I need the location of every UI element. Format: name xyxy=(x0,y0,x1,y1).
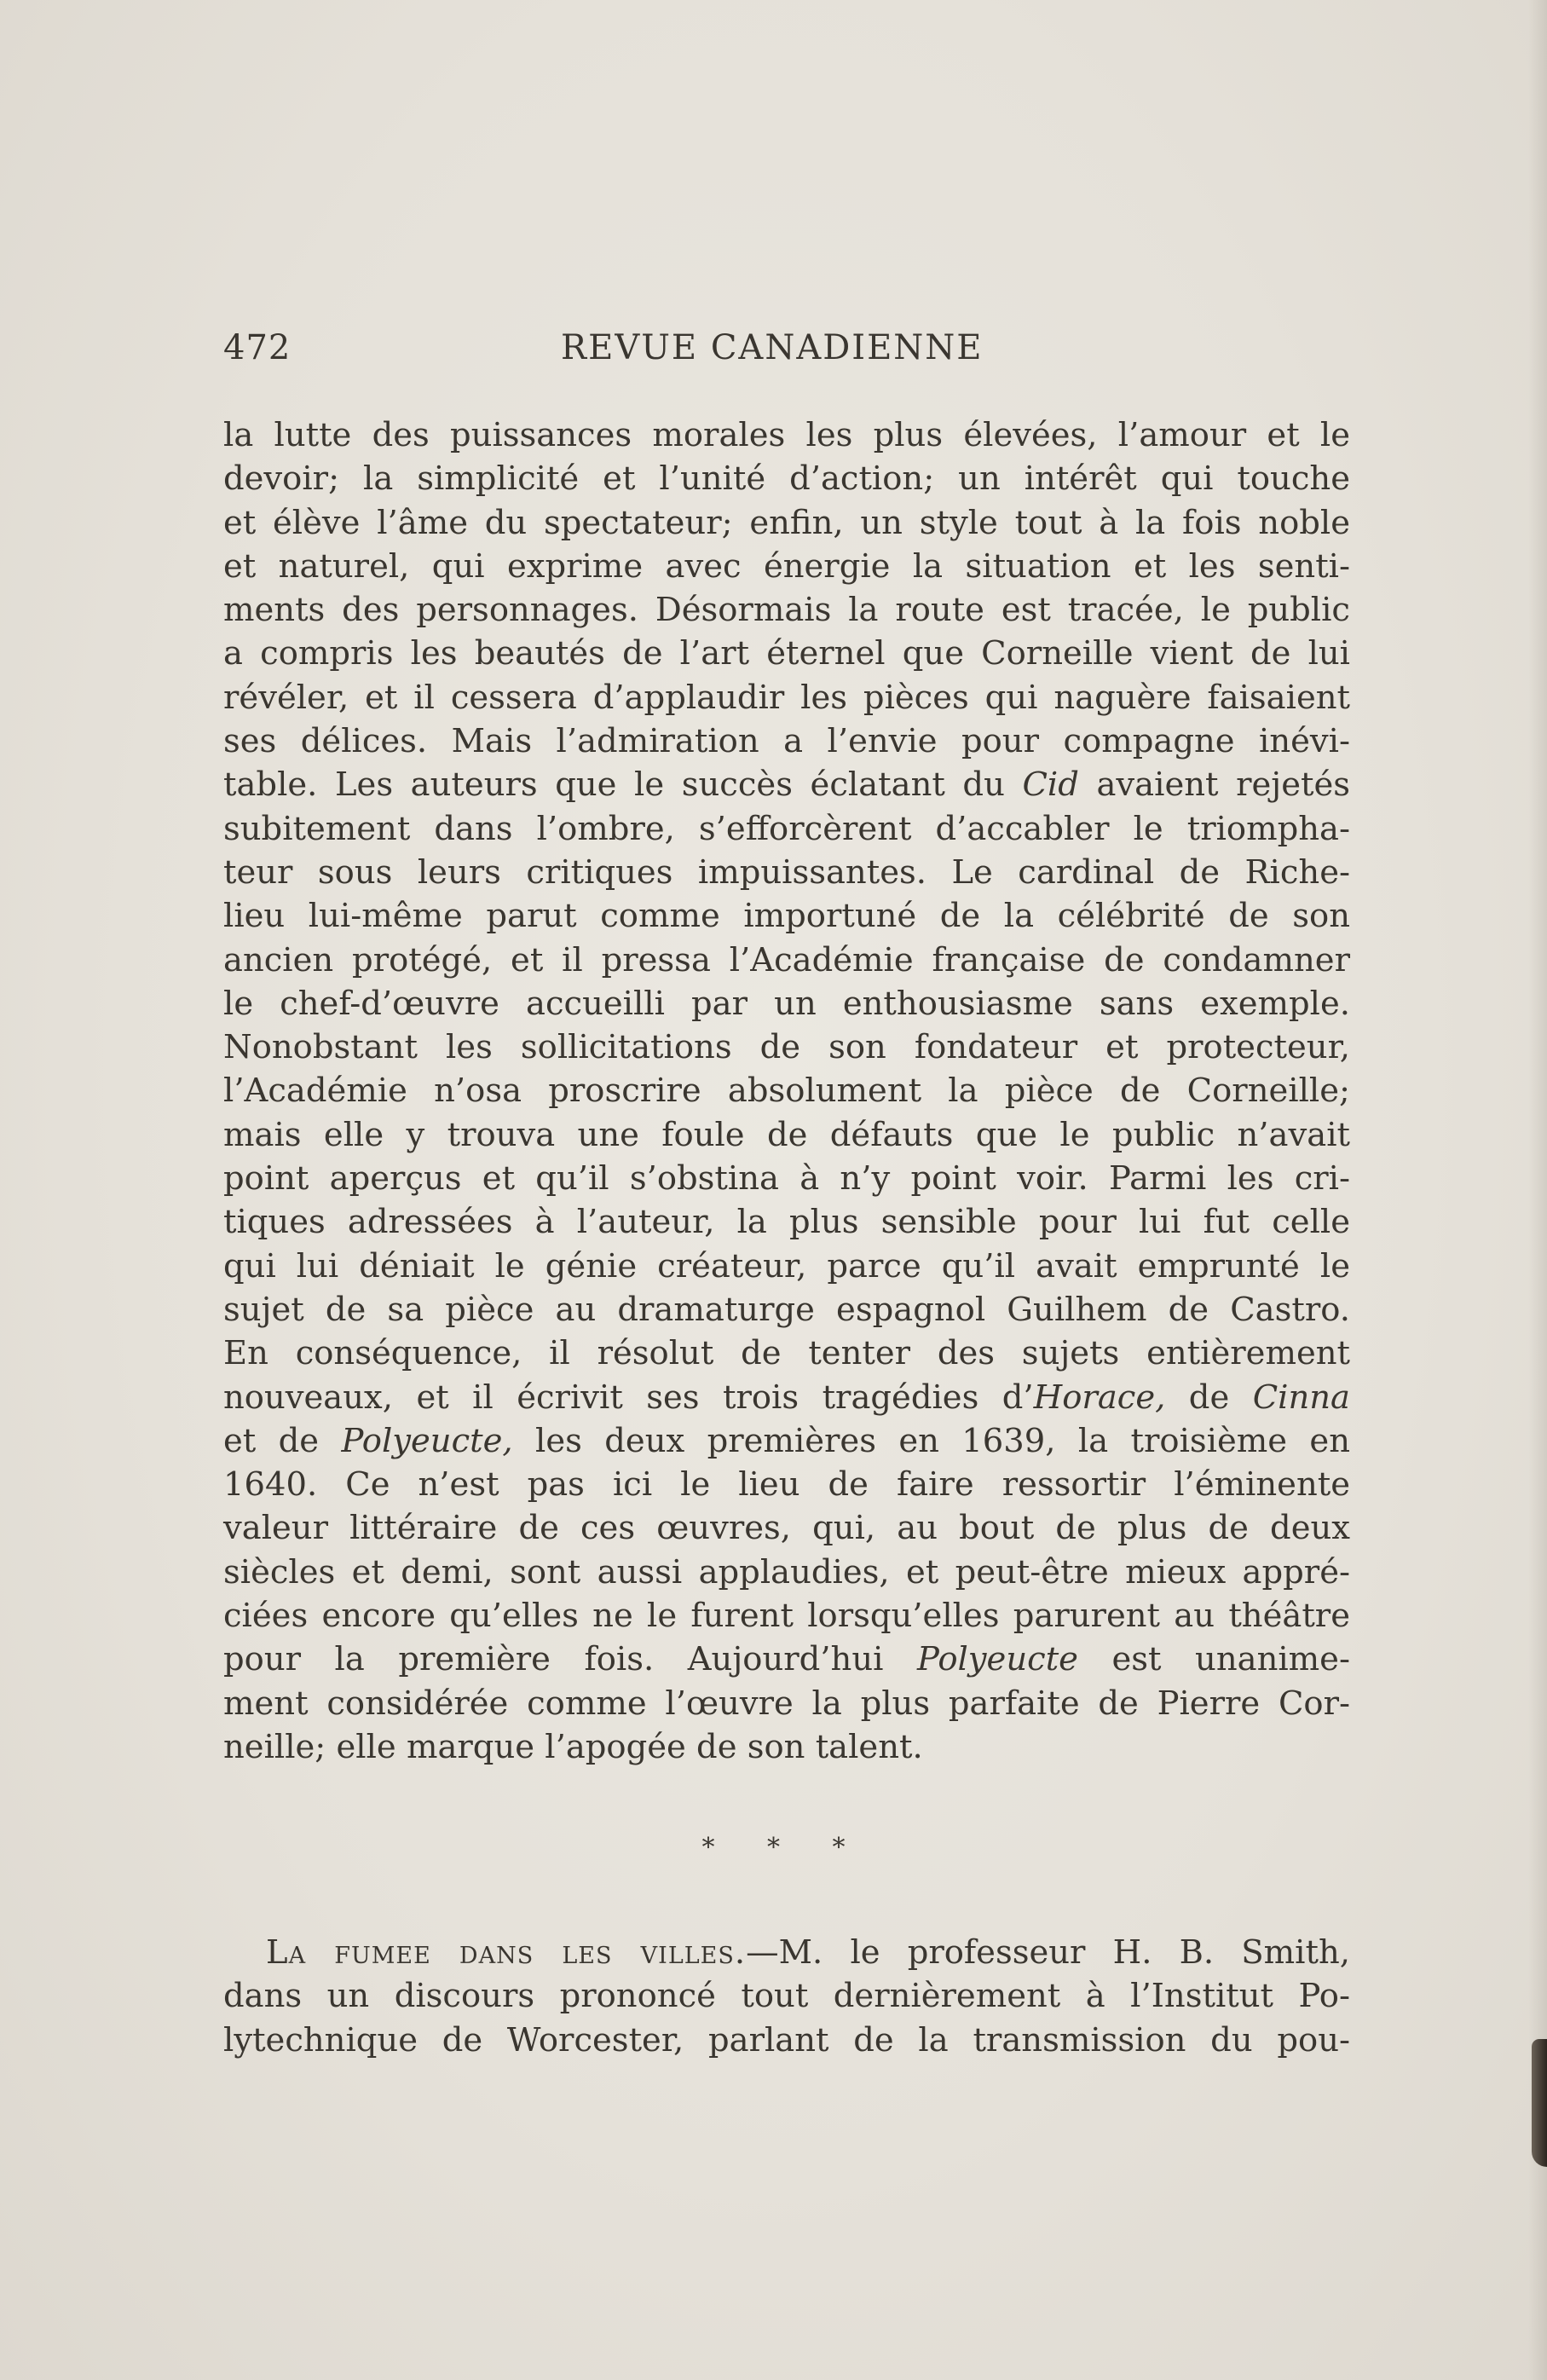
body-line: neille; elle marque l’apogée de son talent. xyxy=(223,1727,923,1766)
body-paragraph xyxy=(223,413,1350,1769)
body-line: lieu lui-même parut comme importuné de la célébrité de son xyxy=(223,897,1350,936)
body-line: ment considérée comme l’œuvre la plus parfaite de Pierre Cor- xyxy=(223,1684,1350,1723)
body-line: l’Académie n’osa proscrire absolument la pièce de Corneille; xyxy=(223,1072,1350,1111)
running-title: REVUE CANADIENNE xyxy=(561,328,984,367)
body-line: révéler, et il cessera d’applaudir les pièces qui naguère faisaient xyxy=(223,678,1350,717)
page-edge-shadow xyxy=(1528,0,1547,2380)
notice-line-3: lytechnique de Worcester, parlant de la transmission du pou- xyxy=(223,2020,1350,2059)
body-line: sujet de sa pièce au dramaturge espagnol Guilhem de Castro. xyxy=(223,1290,1350,1329)
running-header xyxy=(223,322,1350,373)
body-line: subitement dans l’ombre, s’efforcèrent d’accabler le triompha- xyxy=(223,809,1350,848)
body-line: 1640. Ce n’est pas ici le lieu de faire ressortir l’éminente xyxy=(223,1465,1350,1505)
body-line: la lutte des puissances morales les plus élevées, l’amour et le xyxy=(223,416,1350,454)
notice-heading: La fumee dans les villes. xyxy=(266,1933,747,1972)
notice-paragraph xyxy=(223,1931,1350,2062)
section-separator: * * * xyxy=(701,1833,868,1863)
binding-mark xyxy=(1532,2039,1547,2167)
body-line: pour la première fois. Aujourd’hui Polyeucte est unanime- xyxy=(223,1640,1350,1679)
body-line: ancien protégé, et il pressa l’Académie française de condamner xyxy=(223,940,1350,979)
body-line: ments des personnages. Désormais la route est tracée, le public xyxy=(223,591,1350,630)
body-line: le chef-d’œuvre accueilli par un enthousiasme sans exemple. xyxy=(223,984,1350,1023)
body-line: et naturel, qui exprime avec énergie la situation et les senti- xyxy=(223,546,1350,586)
body-line: valeur littéraire de ces œuvres, qui, au bout de plus de deux xyxy=(223,1509,1350,1548)
body-line: a compris les beautés de l’art éternel que Corneille vient de lui xyxy=(223,634,1350,673)
body-line: et de Polyeucte, les deux premières en 1639, la troisième en xyxy=(223,1421,1350,1460)
body-line: siècles et demi, sont aussi applaudies, et peut-être mieux appré- xyxy=(223,1552,1350,1591)
body-line: devoir; la simplicité et l’unité d’action; un intérêt qui touche xyxy=(223,459,1350,499)
body-line: point aperçus et qu’il s’obstina à n’y point voir. Parmi les cri- xyxy=(223,1159,1350,1199)
body-line: et élève l’âme du spectateur; enfin, un style tout à la fois noble xyxy=(223,503,1350,542)
body-line: nouveaux, et il écrivit ses trois tragédies d’Horace, de Cinna xyxy=(223,1378,1351,1417)
notice-line-2: dans un discours prononcé tout dernièrement à l’Institut Po- xyxy=(223,1977,1350,2016)
notice-line-1-rest: —M. le professeur H. B. Smith, xyxy=(746,1933,1350,1972)
body-line: En conséquence, il résolut de tenter des sujets entièrement xyxy=(223,1334,1350,1373)
body-line: ses délices. Mais l’admiration a l’envie pour compagne inévi- xyxy=(223,722,1350,761)
body-line: tiques adressées à l’auteur, la plus sensible pour lui fut celle xyxy=(223,1203,1350,1242)
body-line: ciées encore qu’elles ne le furent lorsqu’elles parurent au théâtre xyxy=(223,1597,1350,1636)
body-line: teur sous leurs critiques impuissantes. Le cardinal de Riche- xyxy=(223,852,1350,892)
body-line: table. Les auteurs que le succès éclatant du Cid avaient rejetés xyxy=(223,765,1351,805)
notice-line-1 xyxy=(223,1931,1350,1974)
body-line: Nonobstant les sollicitations de son fondateur et protecteur, xyxy=(223,1028,1350,1067)
body-line: qui lui déniait le génie créateur, parce qu’il avait emprunté le xyxy=(223,1246,1350,1285)
page-number: 472 xyxy=(223,328,292,367)
body-line: mais elle y trouva une foule de défauts que le public n’avait xyxy=(223,1115,1350,1154)
